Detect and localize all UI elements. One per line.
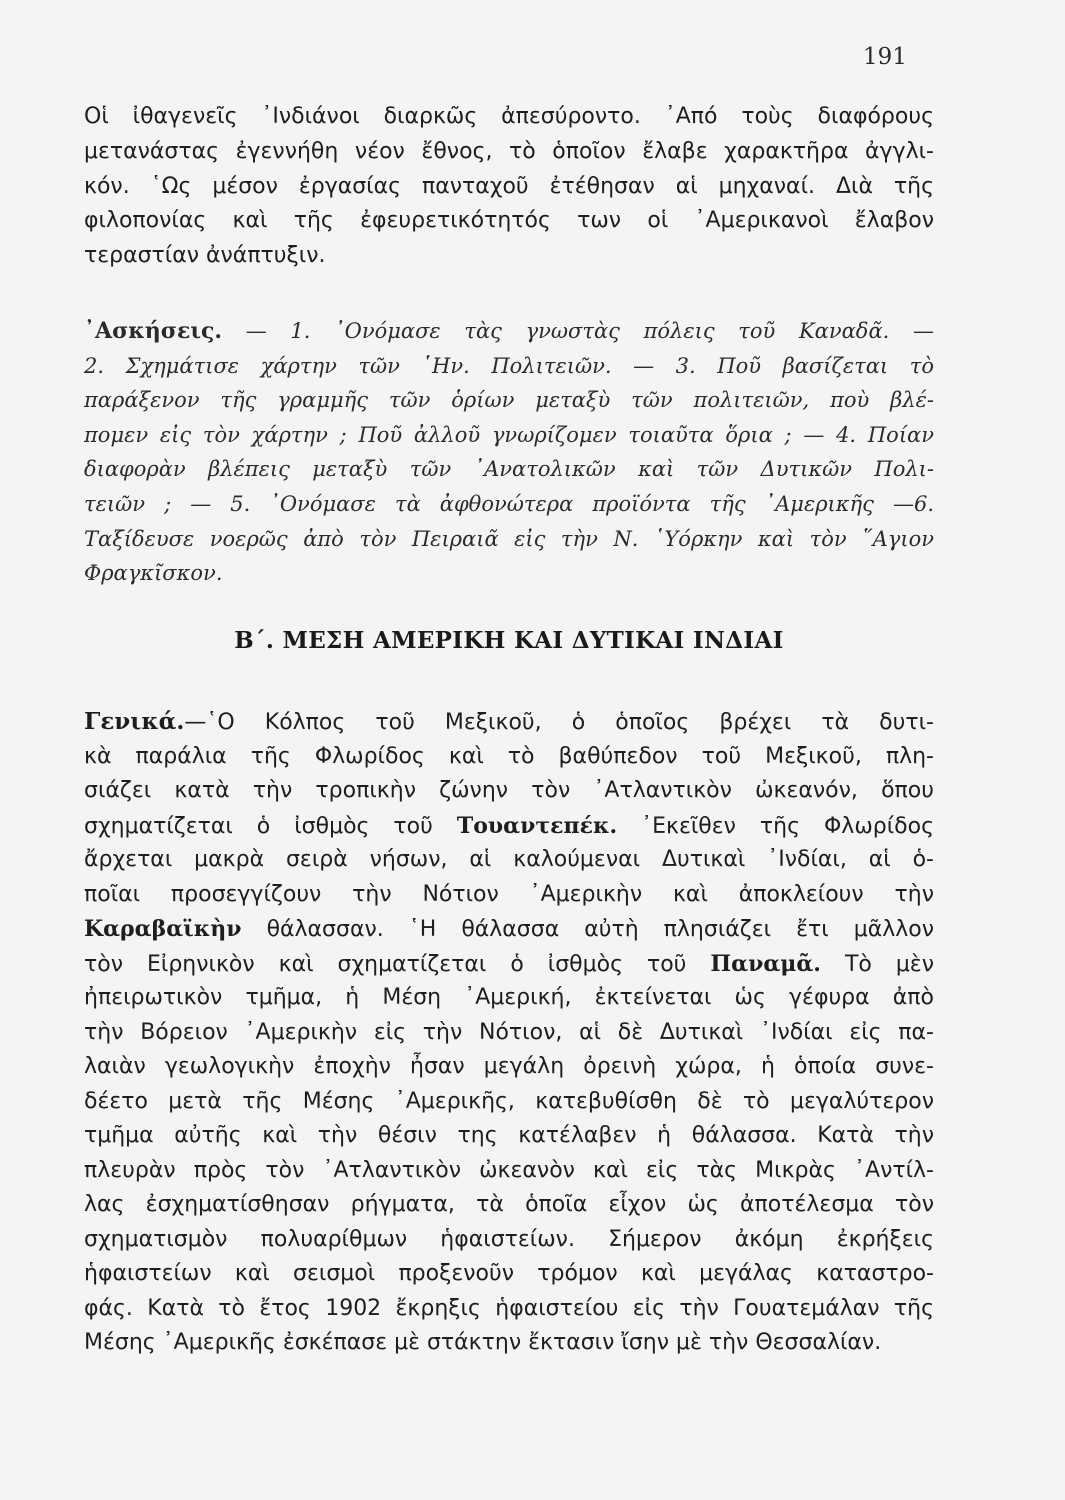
term-tehuantepec: Τουαντεπέκ. [456, 812, 618, 839]
text-line: κόν. ῾Ως μέσον ἐργασίας πανταχοῦ ἐτέθησαν αἱ μηχαναί. Διὰ τῆς [84, 173, 934, 199]
exercise-text: — 1. ᾿Ονόμασε τὰς γνωστὰς πόλεις τοῦ Καναδᾶ. — [245, 319, 934, 343]
section-title: Β΄. ΜΕΣΗ ΑΜΕΡΙΚΗ ΚΑΙ ΔΥΤΙΚΑΙ ΙΝΔΙΑΙ [234, 627, 784, 654]
text-line: φιλοπονίας καὶ τῆς ἐφευρετικότητός των οἱ ᾿Αμερικανοὶ ἔλαβον [84, 208, 934, 234]
text-run: σχηματίζεται ὁ ἰσθμὸς τοῦ [84, 813, 457, 839]
text-line: ἄρχεται μακρὰ σειρὰ νήσων, αἱ καλούμεναι Δυτικαὶ ᾿Ινδίαι, αἱ ὁ- [84, 847, 934, 872]
text-line: τὴν Βόρειον ᾿Αμερικὴν εἰς τὴν Νότιον, αἱ δὲ Δυτικαὶ ᾿Ινδίαι εἰς πα- [84, 1019, 934, 1045]
exercise-line: πομεν εἰς τὸν χάρτην ; Ποῦ ἀλλοῦ γνωρίζομεν τοιαῦτα ὅρια ; — 4. Ποίαν [84, 422, 934, 447]
text-line: σχηματισμὸν πολυαρίθμων ἡφαιστείων. Σήμερον ἀκόμη ἐκρήξεις [84, 1226, 934, 1252]
general-paragraph [84, 705, 934, 1361]
text-line: πλευρὰν πρὸς τὸν ᾿Ατλαντικὸν ὠκεανὸν καὶ εἰς τὰς Μικρὰς ᾿Αντίλ- [84, 1157, 934, 1183]
text-line: τμῆμα αὐτῆς καὶ τὴν θέσιν της κατέλαβεν ἡ θάλασσα. Κατὰ τὴν [84, 1123, 934, 1148]
text-line: μετανάστας ἐγεννήθη νέον ἔθνος, τὸ ὁποῖον ἔλαβε χαρακτῆρα ἀγγλι- [84, 138, 934, 164]
exercise-line: τειῶν ; — 5. ᾿Ονόμασε τὰ ἀφθονώτερα προϊόντα τῆς ᾿Αμερικῆς —6. [84, 491, 934, 516]
text-line [84, 705, 934, 740]
text-line: κὰ παράλια τῆς Φλωρίδος καὶ τὸ βαθύπεδον τοῦ Μεξικοῦ, πλη- [84, 743, 934, 769]
text-run: τὸν Εἰρηνικὸν καὶ σχηματίζεται ὁ ἰσθμὸς τοῦ [84, 951, 711, 977]
exercise-line: 2. Σχημάτισε χάρτην τῶν ῾Ην. Πολιτειῶν. — 3. Ποῦ βασίζεται τὸ [84, 353, 934, 378]
text-line: Μέσης ᾿Αμερικῆς ἐσκέπασε μὲ στάκτην ἔκτασιν ἴσην μὲ τὴν Θεσσαλίαν. [84, 1330, 882, 1355]
exercises-heading: ᾿Ασκήσεις. [84, 318, 223, 344]
text-line: δέετο μετὰ τῆς Μέσης ᾿Αμερικῆς, κατεβυθίσθη δὲ τὸ μεγαλύτερον [84, 1088, 934, 1114]
exercise-line: Ταξίδευσε νοερῶς ἀπὸ τὸν Πειραιᾶ εἰς τὴν Ν. ῾Υόρκην καὶ τὸν ῞Αγιον [84, 526, 934, 551]
text-line: ποῖαι προσεγγίζουν τὴν Νότιον ᾿Αμερικὴν καὶ ἀποκλείουν τὴν [84, 881, 934, 907]
exercise-line: διαφορὰν βλέπεις μεταξὺ τῶν ᾿Ανατολικῶν καὶ τῶν Δυτικῶν Πολι- [84, 457, 934, 482]
text-run: —῾Ο Κόλπος τοῦ Μεξικοῦ, ὁ ὁποῖος βρέχει τὰ δυτι- [184, 710, 934, 735]
term-caribbean: Καραβαϊκὴν [84, 916, 242, 942]
text-run: Τὸ μὲν [820, 951, 934, 977]
intro-paragraph [84, 100, 934, 274]
paragraph-lead: Γενικά. [84, 708, 185, 735]
text-line [84, 809, 934, 844]
text-line: λας ἐσχηματίσθησαν ρήγματα, τὰ ὁποῖα εἶχον ὡς ἀποτέλεσμα τὸν [84, 1192, 934, 1217]
text-line: ἡφαιστείων καὶ σεισμοὶ προξενοῦν τρόμον καὶ μεγάλας καταστρο- [84, 1261, 934, 1286]
text-run: θάλασσαν. ῾Η θάλασσα αὐτὴ πλησιάζει ἔτι μᾶλλον [241, 917, 934, 942]
exercise-line [84, 314, 934, 349]
exercises-paragraph [84, 314, 934, 591]
page-number: 191 [863, 44, 907, 70]
exercise-line: παράξενον τῆς γραμμῆς τῶν ὁρίων μεταξὺ τῶν πολιτειῶν, ποὺ βλέ- [84, 388, 934, 413]
exercise-line: Φραγκῖσκον. [84, 561, 223, 586]
text-line: ἠπειρωτικὸν τμῆμα, ἡ Μέση ᾿Αμερική, ἐκτείνεται ὡς γέφυρα ἀπὸ [84, 985, 934, 1010]
text-line: φάς. Κατὰ τὸ ἔτος 1902 ἔκρηξις ἡφαιστείου εἰς τὴν Γουατεμάλαν τῆς [84, 1295, 934, 1321]
term-panama: Παναμᾶ. [710, 950, 821, 977]
text-line: λαιὰν γεωλογικὴν ἐποχὴν ἦσαν μεγάλη ὀρεινὴ χώρα, ἡ ὁποία συνε- [84, 1054, 934, 1079]
text-line [84, 947, 934, 982]
text-line: σιάζει κατὰ τὴν τροπικὴν ζώνην τὸν ᾿Ατλαντικὸν ὠκεανόν, ὅπου [84, 778, 934, 803]
text-line: τεραστίαν ἀνάπτυξιν. [84, 243, 326, 269]
text-run: ᾿Εκεῖθεν τῆς Φλωρίδος [617, 813, 934, 839]
text-line [84, 912, 934, 947]
text-line: Οἱ ἰθαγενεῖς ᾿Ινδιάνοι διαρκῶς ἀπεσύροντο. ᾿Από τοὺς διαφόρους [84, 104, 934, 129]
